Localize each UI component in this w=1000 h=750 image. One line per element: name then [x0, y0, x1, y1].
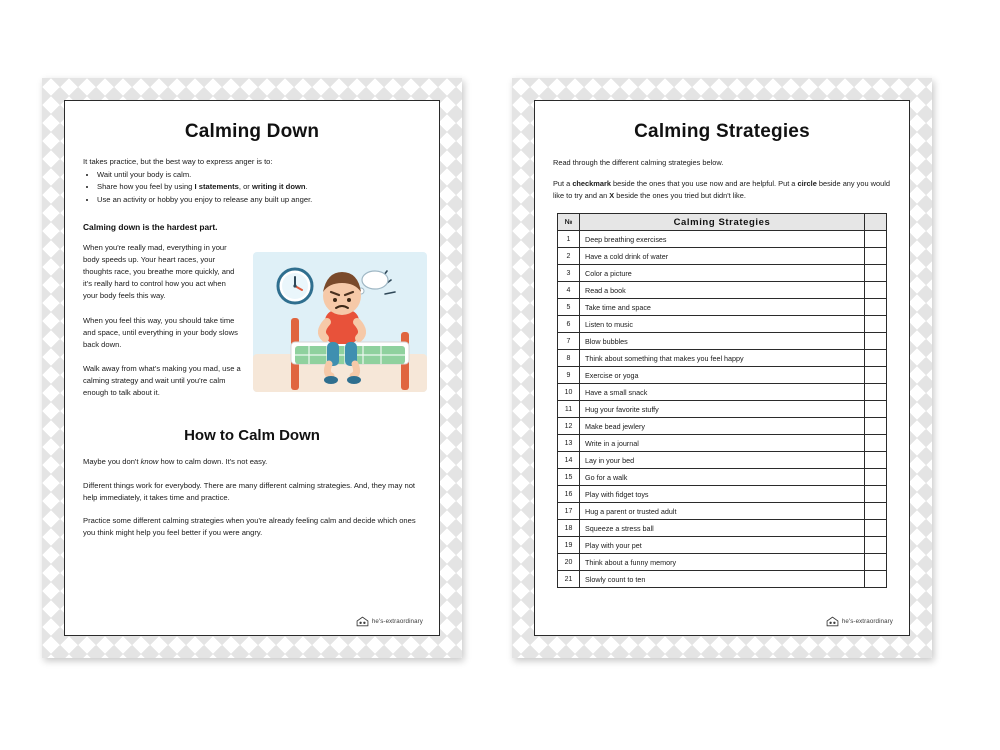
instr-bold-checkmark: checkmark [572, 179, 611, 189]
row-strategy: Blow bubbles [580, 333, 865, 350]
table-row [558, 401, 887, 418]
table-row [558, 452, 887, 469]
row-strategy: Lay in your bed [580, 452, 865, 469]
row-mark-box[interactable] [865, 384, 887, 401]
row-number: 10 [558, 384, 580, 401]
table-row [558, 231, 887, 248]
subheading-calming-hardest: Calming down is the hardest part. [83, 221, 218, 232]
row-mark-box[interactable] [865, 571, 887, 588]
row-mark-box[interactable] [865, 333, 887, 350]
table-header [558, 214, 887, 231]
paragraph: When you feel this way, you should take time and space, until everything in your body slows back down. [83, 315, 238, 349]
row-number: 8 [558, 350, 580, 367]
row-number: 12 [558, 418, 580, 435]
column-header-number: № [558, 214, 580, 231]
table-row [558, 469, 887, 486]
house-logo-icon [356, 616, 369, 627]
row-mark-box[interactable] [865, 435, 887, 452]
table-row [558, 333, 887, 350]
list-item [97, 181, 421, 193]
table-header-row [558, 214, 887, 231]
row-strategy: Deep breathing exercises [580, 231, 865, 248]
worksheet-page-calming-strategies [512, 78, 932, 658]
page-content-card [64, 100, 440, 636]
row-mark-box[interactable] [865, 537, 887, 554]
brand-label: he's-extraordinary [371, 618, 423, 625]
row-number: 3 [558, 265, 580, 282]
row-mark-box[interactable] [865, 367, 887, 384]
row-number: 15 [558, 469, 580, 486]
bullet-text: Use an activity or hobby you enjoy to release any built up anger. [97, 194, 313, 204]
row-mark-box[interactable] [865, 231, 887, 248]
row-mark-box[interactable] [865, 350, 887, 367]
row-strategy: Play with fidget toys [580, 486, 865, 503]
row-mark-box[interactable] [865, 418, 887, 435]
row-mark-box[interactable] [865, 316, 887, 333]
bullet-bold-2: writing it down [251, 182, 306, 192]
table-row [558, 571, 887, 588]
row-number: 5 [558, 299, 580, 316]
row-strategy: Go for a walk [580, 469, 865, 486]
instr-bold-x: X [609, 190, 615, 200]
row-number: 6 [558, 316, 580, 333]
row-strategy: Write in a journal [580, 435, 865, 452]
row-mark-box[interactable] [865, 486, 887, 503]
table-row [558, 248, 887, 265]
calming-strategies-table [557, 213, 887, 588]
list-item [97, 194, 421, 206]
section-title-how-to-calm-down: How to Calm Down [184, 427, 320, 445]
table-row [558, 486, 887, 503]
table-row [558, 265, 887, 282]
row-number: 4 [558, 282, 580, 299]
table-row [558, 282, 887, 299]
table-row [558, 435, 887, 452]
bullet-post: . [305, 182, 308, 192]
row-number: 16 [558, 486, 580, 503]
row-strategy: Make bead jewlery [580, 418, 865, 435]
paragraph-pre: Maybe you don't [83, 457, 141, 467]
table-row [558, 384, 887, 401]
row-number: 18 [558, 520, 580, 537]
row-strategy: Play with your pet [580, 537, 865, 554]
instr-part-3: beside any you would like to try and an [553, 179, 890, 200]
table-row [558, 418, 887, 435]
row-strategy: Listen to music [580, 316, 865, 333]
page-title: Calming Down [184, 121, 320, 142]
row-strategy: Take time and space [580, 299, 865, 316]
row-number: 17 [558, 503, 580, 520]
row-strategy: Slowly count to ten [580, 571, 865, 588]
bullet-bold-1: I statements [194, 182, 239, 192]
row-strategy: Have a small snack [580, 384, 865, 401]
row-strategy: Think about something that makes you feel happy [580, 350, 865, 367]
row-number: 19 [558, 537, 580, 554]
row-strategy: Read a book [580, 282, 865, 299]
row-mark-box[interactable] [865, 520, 887, 537]
footer-brand [826, 616, 893, 627]
list-item [97, 169, 421, 181]
row-strategy: Hug a parent or trusted adult [580, 503, 865, 520]
bullet-mid: , or [238, 182, 252, 192]
row-mark-box[interactable] [865, 452, 887, 469]
text-and-illustration-row [83, 242, 421, 412]
table-row [558, 299, 887, 316]
instr-part-2: beside the ones that you use now and are helpful. Put a [610, 179, 798, 189]
footer-brand [356, 616, 423, 627]
table-body [558, 231, 887, 588]
row-mark-box[interactable] [865, 554, 887, 571]
bullet-text: Share how you feel by using [97, 182, 195, 192]
table-row [558, 367, 887, 384]
page-content-card [534, 100, 910, 636]
bullet-text: Wait until your body is calm. [97, 170, 192, 179]
row-number: 2 [558, 248, 580, 265]
row-strategy: Think about a funny memory [580, 554, 865, 571]
body-text-column [83, 242, 241, 412]
paragraph: Practice some different calming strategies when you're already feeling calm and decide which ones you think might help you feel better if you were angry. [83, 515, 416, 537]
paragraph [83, 456, 421, 468]
paragraph: Different things work for everybody. There are many different calming strategies. And, they may not help immediately, it takes time and practice. [83, 480, 416, 502]
brand-label: he's-extraordinary [841, 618, 893, 625]
row-mark-box[interactable] [865, 248, 887, 265]
row-number: 1 [558, 231, 580, 248]
row-mark-box[interactable] [865, 469, 887, 486]
paragraph-post: how to calm down. It's not easy. [158, 457, 268, 467]
row-mark-box[interactable] [865, 265, 887, 282]
row-number: 11 [558, 401, 580, 418]
paragraph: When you're really mad, everything in your body speeds up. Your heart races, your thoughts race, you breathe more quickly, and it's really hard to control how you act when your body feels this way. [83, 242, 235, 301]
instr-part-1: Put a [553, 179, 573, 189]
instr-part-4: beside the ones you tried but didn't like. [614, 190, 746, 200]
row-number: 13 [558, 435, 580, 452]
row-strategy: Hug your favorite stuffy [580, 401, 865, 418]
table-row [558, 350, 887, 367]
row-number: 7 [558, 333, 580, 350]
worksheet-page-calming-down [42, 78, 462, 658]
column-header-mark [865, 214, 887, 231]
row-mark-box[interactable] [865, 503, 887, 520]
anger-tips-list [83, 169, 421, 206]
intro-text: Read through the different calming strategies below. [553, 158, 724, 167]
table-row [558, 554, 887, 571]
table-row [558, 316, 887, 333]
row-strategy: Squeeze a stress ball [580, 520, 865, 537]
row-strategy: Have a cold drink of water [580, 248, 865, 265]
row-number: 9 [558, 367, 580, 384]
paragraph: Walk away from what's making you mad, use a calming strategy and wait until you're calm enough to talk about it. [83, 364, 241, 398]
row-number: 21 [558, 571, 580, 588]
row-strategy: Color a picture [580, 265, 865, 282]
house-logo-icon [826, 616, 839, 627]
angry-child-illustration [251, 246, 429, 398]
table-row [558, 503, 887, 520]
row-mark-box[interactable] [865, 401, 887, 418]
row-mark-box[interactable] [865, 282, 887, 299]
row-number: 14 [558, 452, 580, 469]
instructions-text [553, 178, 891, 201]
instr-bold-circle: circle [797, 179, 817, 189]
column-header-strategies: Calming Strategies [580, 214, 865, 231]
intro-text: It takes practice, but the best way to express anger is to: [83, 157, 273, 166]
table-row [558, 537, 887, 554]
paragraph-italic: know [140, 457, 159, 467]
illustration-svg [251, 246, 429, 398]
row-strategy: Exercise or yoga [580, 367, 865, 384]
page-title: Calming Strategies [634, 121, 810, 142]
row-number: 20 [558, 554, 580, 571]
table-row [558, 520, 887, 537]
row-mark-box[interactable] [865, 299, 887, 316]
